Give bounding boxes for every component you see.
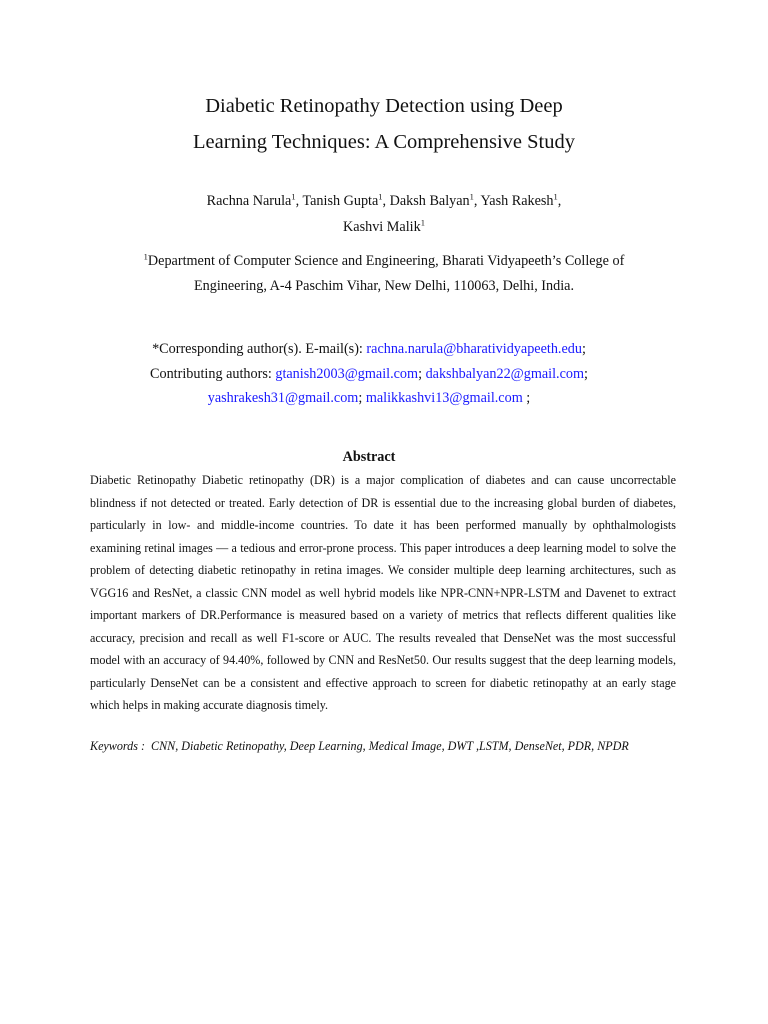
keywords-label: Keywords : bbox=[90, 739, 145, 753]
corresponding-email-link[interactable]: rachna.narula@bharatividyapeeth.edu bbox=[366, 341, 582, 357]
author-list bbox=[0, 188, 768, 240]
author-name: Yash Rakesh bbox=[480, 193, 554, 209]
correspondence-block bbox=[0, 337, 738, 411]
email-terminator: ; bbox=[581, 341, 586, 357]
author-affil-mark: 1 bbox=[553, 191, 558, 202]
author-separator: , bbox=[295, 193, 303, 209]
corresponding-label: *Corresponding author(s). E-mail(s): bbox=[152, 341, 367, 357]
keywords-text: CNN, Diabetic Retinopathy, Deep Learning, Medical Image, DWT ,LSTM, DenseNet, PDR, NPDR bbox=[151, 739, 629, 753]
author-line-2 bbox=[0, 214, 768, 240]
email-terminator: ; bbox=[522, 390, 531, 406]
email-separator: ; bbox=[418, 365, 426, 382]
affiliation-line-1 bbox=[0, 249, 768, 274]
title-line-1: Diabetic Retinopathy Detection using Deep bbox=[205, 95, 563, 117]
corresponding-line bbox=[0, 337, 738, 362]
author-name: Kashvi Malik bbox=[343, 219, 421, 235]
email-separator: ; bbox=[358, 390, 366, 406]
author-affil-mark: 1 bbox=[420, 217, 425, 228]
contributing-email-link[interactable]: dakshbalyan22@gmail.com bbox=[425, 365, 585, 382]
abstract-text: Diabetic Retinopathy Diabetic retinopathy (DR) is a major complication of diabetes and can cause uncorrectable blindness if not detected or treated. Early detection of DR is essential due to the increasing global burden of diabetes, particularly in low- and middle-income countries. To date it has been performed manually by ophthalmologists examining retinal images — a tedious and error-prone process. This paper introduces a deep learning model to solve the problem of detecting diabetic retinopathy in retina images. We consider multiple deep learning architectures, such as VGG16 and ResNet, a classic CNN model as well hybrid models like NPR-CNN+NPR-LSTM and Davenet to extract important markers of DR.Performance is measured based on a variety of metrics that reflects different qualities like accuracy, precision and recall as well F1-score or AUC. The results revealed that DenseNet was the most successful model with an accuracy of 94.40%, followed by CNN and ResNet50. Our results suggest that the deep learning models, particularly DenseNet can be a consistent and effective approach to screen for diabetic retinopathy at an early stage which helps in making accurate diagnosis timely. bbox=[90, 473, 676, 712]
affiliation-line-2 bbox=[0, 274, 768, 299]
paper-title bbox=[0, 88, 768, 160]
title-line-2: Learning Techniques: A Comprehensive Study bbox=[193, 131, 575, 153]
contributing-email-link[interactable]: yashrakesh31@gmail.com bbox=[207, 390, 359, 406]
affiliation-period: . bbox=[570, 278, 574, 294]
author-separator: , bbox=[382, 193, 390, 209]
contributing-email-link[interactable]: malikkashvi13@gmail.com bbox=[365, 390, 523, 406]
affiliation-mark: 1 bbox=[143, 251, 148, 262]
contributing-label: Contributing authors: bbox=[150, 365, 276, 382]
affiliation-text-2: Engineering, A-4 Paschim Vihar, New Delhi, 110063, Delhi, India bbox=[194, 278, 571, 294]
contributing-email-link[interactable]: gtanish2003@gmail.com bbox=[275, 365, 419, 382]
contributing-line-2 bbox=[0, 386, 738, 411]
keywords bbox=[90, 736, 690, 756]
affiliation bbox=[0, 249, 768, 299]
email-terminator: ; bbox=[584, 365, 588, 382]
author-affil-mark: 1 bbox=[291, 191, 296, 202]
author-affil-mark: 1 bbox=[378, 191, 383, 202]
contributing-line-1 bbox=[0, 362, 738, 387]
affiliation-text-1: Department of Computer Science and Engineering, Bharati Vidyapeeth’s College of bbox=[147, 253, 625, 269]
author-name: Rachna Narula bbox=[206, 193, 292, 209]
author-separator: , bbox=[473, 193, 481, 209]
author-line-1 bbox=[0, 188, 768, 214]
author-name: Tanish Gupta bbox=[302, 193, 379, 209]
author-name: Daksh Balyan bbox=[389, 193, 470, 209]
author-separator: , bbox=[557, 193, 562, 209]
abstract-heading: Abstract bbox=[342, 449, 396, 465]
author-affil-mark: 1 bbox=[469, 191, 474, 202]
